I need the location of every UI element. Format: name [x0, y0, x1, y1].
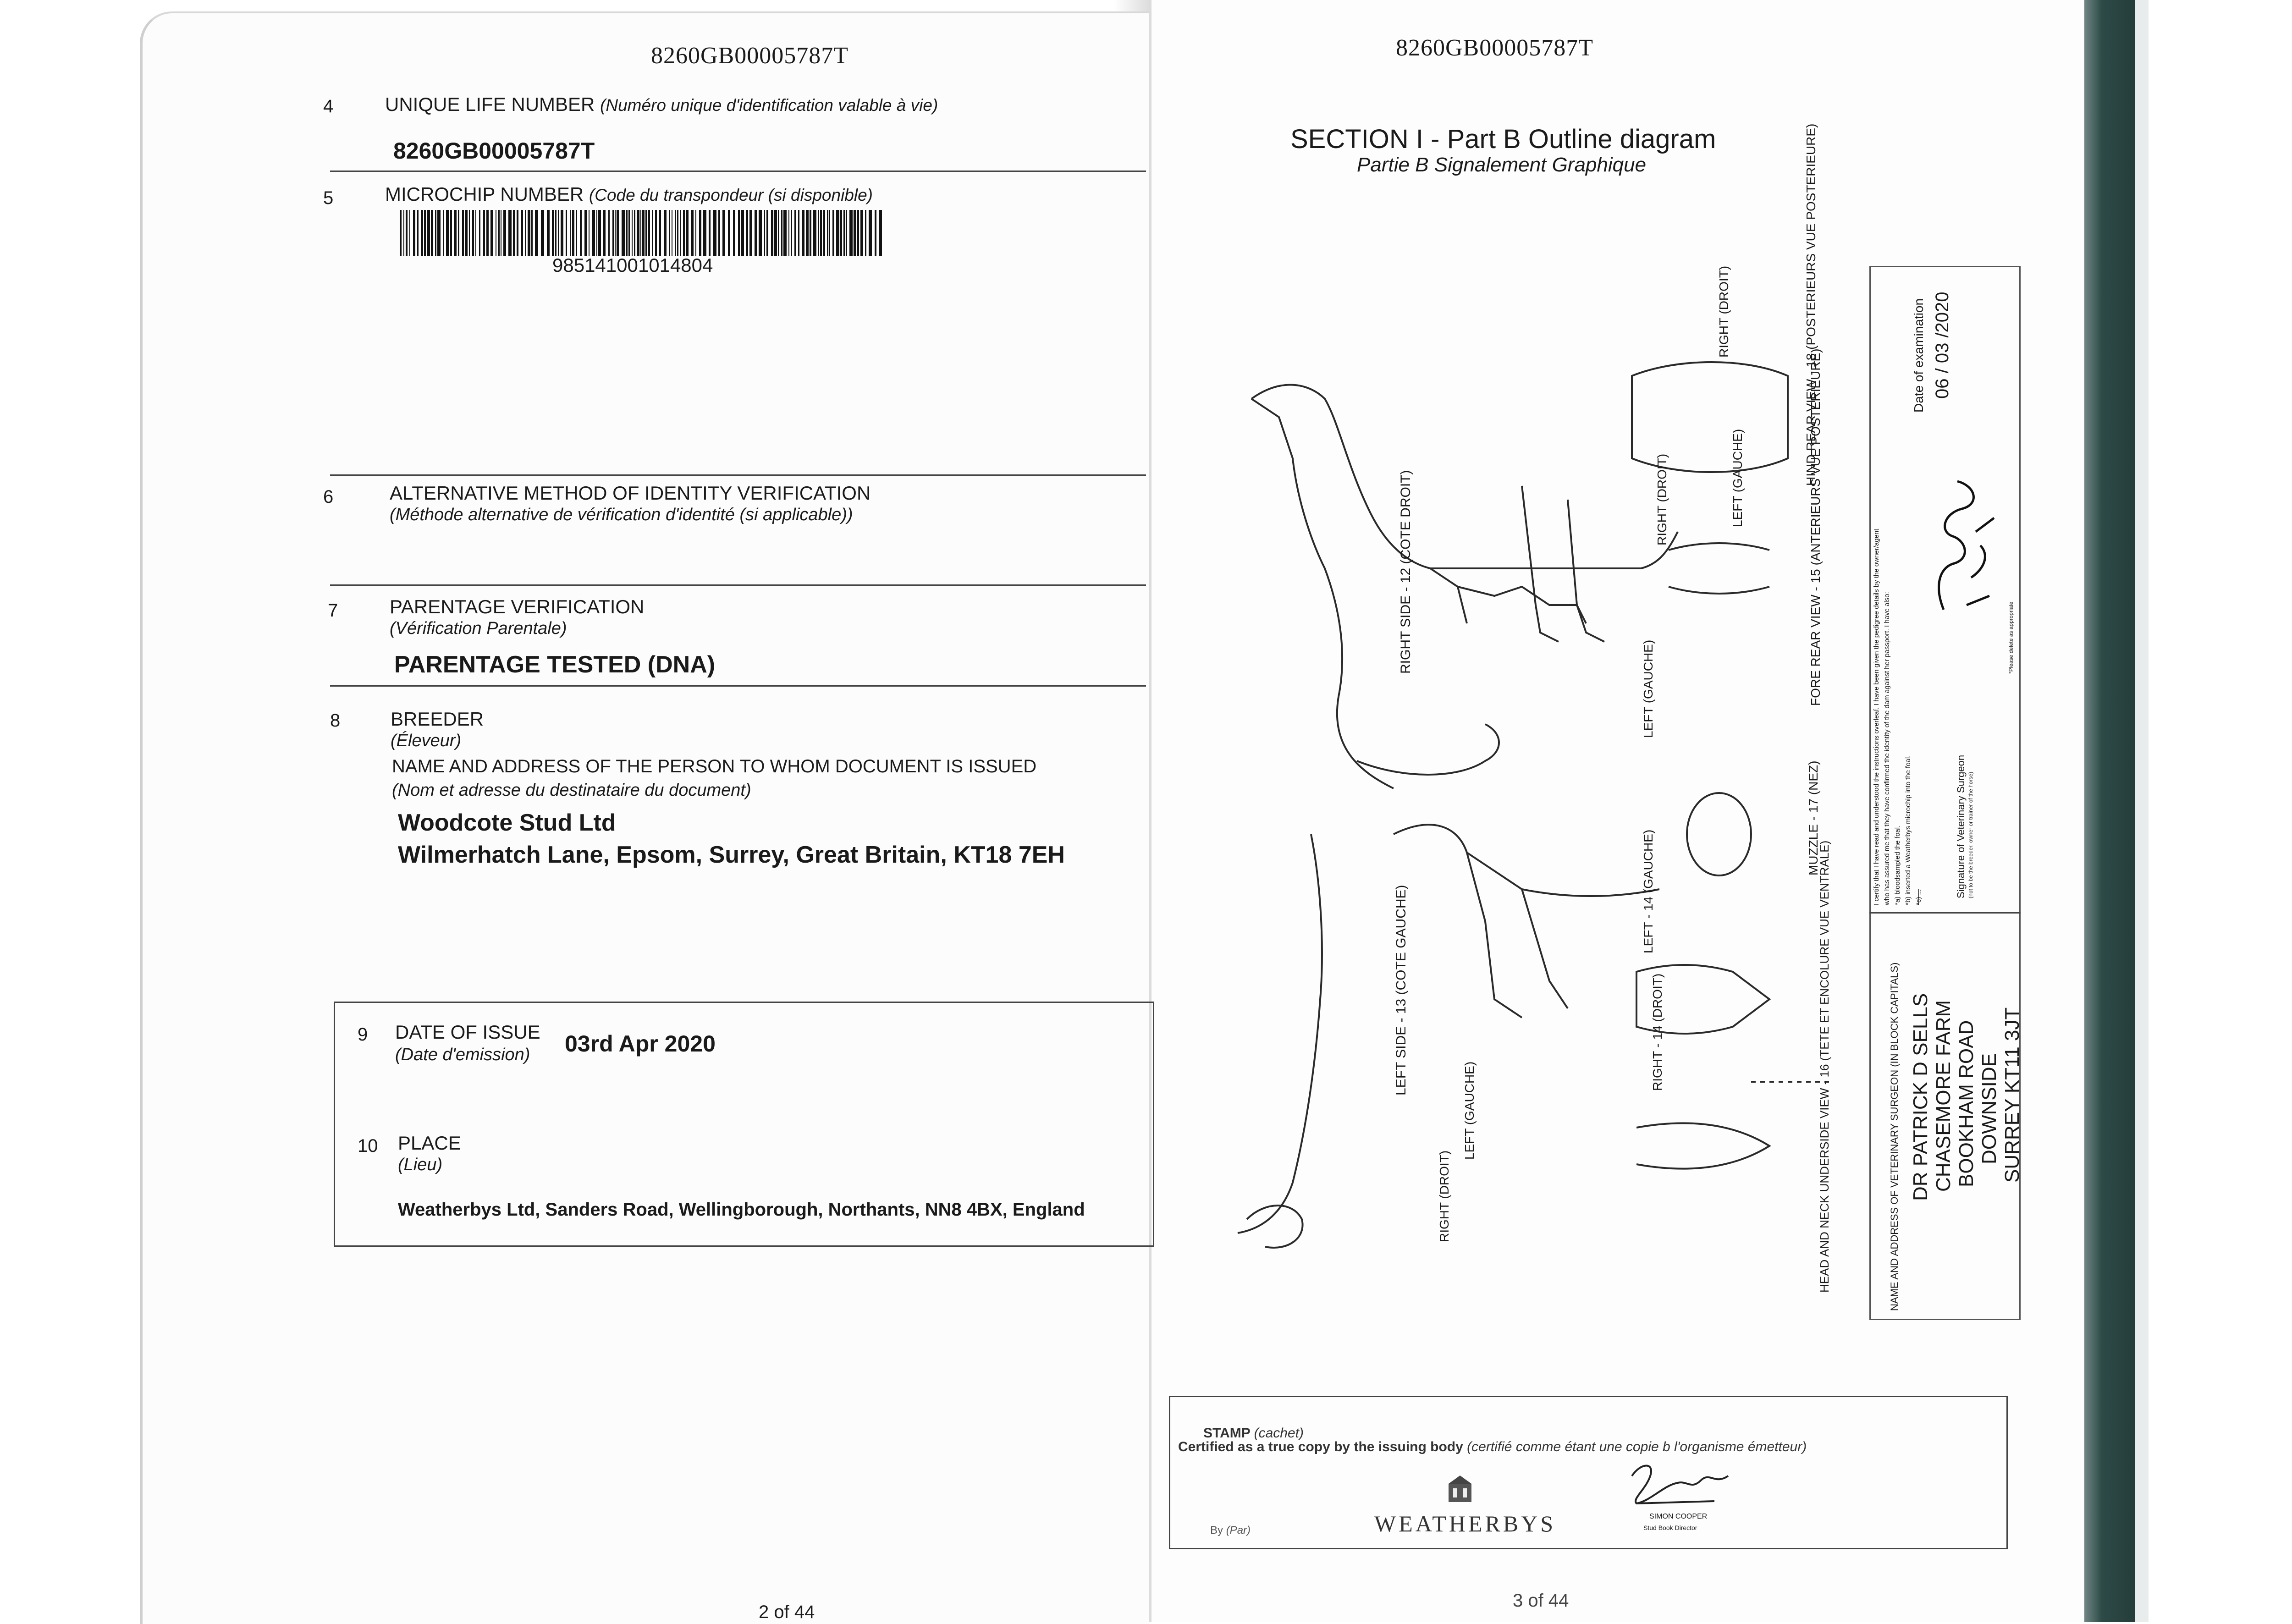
section-4-heading — [385, 94, 938, 116]
fore-right-label: RIGHT (DROIT) — [1655, 453, 1669, 545]
by-fr: (Par) — [1226, 1524, 1251, 1536]
exam-date-value: 06 / 03 /2020 — [1932, 292, 1952, 399]
signer-name: SIMON COOPER — [1649, 1513, 1708, 1520]
section-5-heading — [385, 183, 873, 205]
neck-underside-view — [1636, 1123, 1769, 1168]
section-6-label: ALTERNATIVE METHOD OF IDENTITY VERIFICATION — [390, 482, 871, 504]
section-4-label: UNIQUE LIFE NUMBER — [385, 94, 595, 115]
divider-6 — [330, 474, 1146, 476]
underside-left-label: LEFT (GAUCHE) — [1462, 1061, 1477, 1160]
section-5-number: 5 — [323, 188, 334, 208]
certified-text-fr: (certifié comme étant une copie b l'organisme émetteur) — [1467, 1439, 1807, 1454]
barcode-icon — [400, 210, 886, 256]
left-side-label: LEFT SIDE - 13 (COTE GAUCHE) — [1394, 885, 1409, 1096]
vet-address-2: BOOKHAM ROAD — [1955, 1020, 1978, 1187]
right-side-horse-legs-rear — [1522, 486, 1604, 642]
signer-title: Stud Book Director — [1643, 1524, 1697, 1531]
fore-rear-view-label: FORE REAR VIEW - 15 (ANTERIEURS VUE POSTERIEURE) — [1808, 348, 1823, 706]
section-title: SECTION I - Part B Outline diagram — [1290, 124, 1716, 154]
left-side-horse-head — [1247, 1206, 1303, 1248]
date-of-issue-value: 03rd Apr 2020 — [565, 1031, 716, 1057]
section-10-label-fr: (Lieu) — [398, 1155, 443, 1174]
right-side-horse-tail — [1357, 724, 1499, 775]
vet-address-1: CHASEMORE FARM — [1932, 1000, 1955, 1192]
left-side-horse-back — [1394, 825, 1659, 896]
stamp-label-en: STAMP — [1203, 1426, 1251, 1441]
left-page-number: 2 of 44 — [759, 1602, 815, 1622]
cover-edge-highlight — [2135, 0, 2149, 1622]
section-5-label: MICROCHIP NUMBER — [385, 183, 584, 205]
divider-7 — [330, 584, 1146, 586]
head-neck-label: HEAD AND NECK UNDERSIDE VIEW - 16 (TETE ET ENCOLURE VUE VENTRALE) — [1818, 840, 1831, 1293]
cert-line-3: *a) bloodsampled the foal. — [1894, 825, 1901, 905]
muzzle-label: MUZZLE - 17 (NEZ) — [1806, 760, 1820, 875]
underside-right-label: RIGHT (DROIT) — [1437, 1150, 1451, 1242]
cert-line-5: *c) ... — [1915, 889, 1923, 905]
stamp-label — [1203, 1426, 1304, 1441]
right-side-horse-legs-front — [1430, 568, 1586, 623]
section-7-label: PARENTAGE VERIFICATION — [390, 596, 645, 617]
left-14-label: LEFT - 14 (GAUCHE) — [1641, 829, 1655, 953]
vet-address-4: SURREY KT11 3JT — [2001, 1007, 2023, 1183]
left-page-header-id: 8260GB00005787T — [651, 43, 848, 69]
passport-cover-edge — [2084, 0, 2135, 1622]
section-8-label: BREEDER — [391, 708, 484, 730]
right-page-number: 3 of 44 — [1513, 1591, 1569, 1611]
cert-line-4: *b) inserted a Weatherbys microchip into the foal. — [1904, 755, 1912, 905]
fore-rear-view-legs — [1669, 543, 1769, 594]
weatherbys-crest-icon — [1444, 1474, 1476, 1506]
section-4-number: 4 — [323, 96, 334, 116]
delete-note: *Please delete as appropriate — [2008, 601, 2014, 674]
divider-8 — [330, 685, 1146, 687]
section-8-label-fr: (Éleveur) — [391, 731, 462, 750]
vet-address-3: DOWNSIDE — [1978, 1053, 2000, 1164]
vet-name: DR PATRICK D SELLS — [1909, 993, 1932, 1201]
fore-left-label: LEFT (GAUCHE) — [1641, 639, 1655, 738]
vet-signature-sublabel: (not to be the breeder, owner or trainer of the horse) — [1967, 771, 1974, 898]
weatherbys-logo-text: WEATHERBYS — [1374, 1511, 1556, 1536]
section-7-number: 7 — [328, 600, 338, 621]
right-page-header-id: 8260GB00005787T — [1396, 35, 1593, 61]
vet-signature-icon — [1925, 477, 2003, 614]
right-side-horse-front — [1251, 399, 1394, 788]
right-14-label: RIGHT - 14 (DROIT) — [1650, 973, 1664, 1091]
breeder-name: Woodcote Stud Ltd — [398, 809, 616, 836]
section-8-number: 8 — [330, 710, 341, 731]
muzzle-view — [1687, 793, 1751, 875]
hind-left-label: LEFT (GAUCHE) — [1730, 429, 1745, 527]
microchip-number-value: 985141001014804 — [552, 254, 713, 276]
stamp-label-fr: (cachet) — [1254, 1426, 1304, 1441]
section-6-number: 6 — [323, 487, 334, 507]
unique-life-number-value: 8260GB00005787T — [393, 138, 595, 164]
right-side-label: RIGHT SIDE - 12 (COTE DROIT) — [1398, 470, 1413, 674]
right-side-horse-back — [1251, 385, 1678, 568]
parentage-value: PARENTAGE TESTED (DNA) — [394, 651, 716, 678]
cert-line-2: who has assured me that they have confirmed the identity of the dam against her passport. I have also: — [1883, 592, 1891, 905]
vet-address-label: NAME AND ADDRESS OF VETERINARY SURGEON (IN BLOCK CAPITALS) — [1889, 962, 1900, 1311]
certified-text: Certified as a true copy by the issuing body — [1178, 1439, 1463, 1454]
section-subtitle: Partie B Signalement Graphique — [1357, 154, 1647, 176]
hind-rear-view-label: HIND REAR VIEW - 18 (POSTERIEURS VUE POSTERIEURE) — [1804, 123, 1818, 486]
section-9-label-fr: (Date d'emission) — [395, 1045, 530, 1064]
left-side-horse-neck — [1238, 834, 1322, 1233]
left-side-horse-legs — [1467, 853, 1568, 1018]
place-value: Weatherbys Ltd, Sanders Road, Wellingborough, Northants, NN8 4BX, England — [398, 1200, 1085, 1220]
cert-line-1: I certify that I have read and understood the instructions overleaf. I have been given the pedigree details by the owner/agent — [1873, 528, 1880, 905]
exam-date-label: Date of examination — [1912, 298, 1926, 413]
vet-panel-divider — [1869, 912, 2021, 914]
section-8-label-2: NAME AND ADDRESS OF THE PERSON TO WHOM DOCUMENT IS ISSUED — [392, 756, 1037, 776]
section-8-label-2-fr: (Nom et adresse du destinataire du document) — [392, 781, 751, 800]
certified-line — [1178, 1439, 1807, 1455]
section-5-label-fr: (Code du transpondeur (si disponible) — [589, 186, 873, 204]
section-6-label-fr: (Méthode alternative de vérification d'identité (si applicable)) — [390, 505, 853, 524]
breeder-address: Wilmerhatch Lane, Epsom, Surrey, Great Britain, KT18 7EH — [398, 842, 1065, 868]
by-label — [1210, 1524, 1251, 1537]
divider-4 — [330, 171, 1146, 172]
section-10-label: PLACE — [398, 1132, 461, 1154]
vet-signature-label: Signature of Veterinary Surgeon — [1955, 754, 1967, 898]
section-10-number: 10 — [358, 1136, 378, 1156]
section-4-label-fr: (Numéro unique d'identification valable à vie) — [600, 96, 938, 115]
stamp-box — [1169, 1396, 2008, 1549]
by-en: By — [1210, 1524, 1223, 1536]
section-9-number: 9 — [358, 1024, 368, 1045]
section-9-label: DATE OF ISSUE — [395, 1021, 540, 1043]
section-7-label-fr: (Vérification Parentale) — [390, 619, 567, 638]
stud-book-signature-icon — [1623, 1458, 1733, 1508]
hind-right-label: RIGHT (DROIT) — [1717, 265, 1731, 358]
